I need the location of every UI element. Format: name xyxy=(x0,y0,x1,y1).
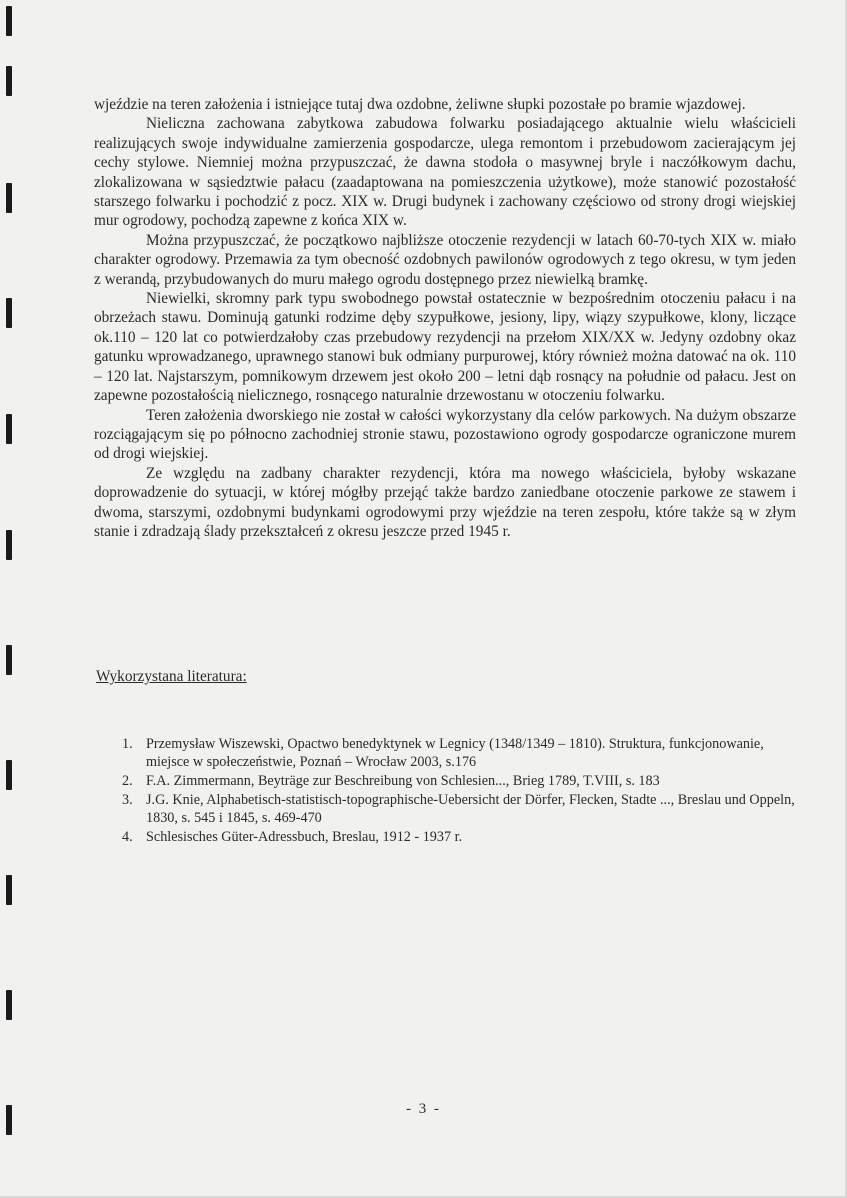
paragraph: Ze względu na zadbany charakter rezydencji, która ma nowego właściciela, byłoby wskazane doprowadzenie do sytuacji, w której mógłby przejąć także bardzo zaniedbane otoczenie parkowe ze stawem i dwoma, starszymi, ozdobnymi budynkami ogrodowymi przy wjeździe na teren zespołu, które także są w złym stanie i zdradzają ślady przekształceń z okresu jeszcze przed 1945 r. xyxy=(94,464,796,540)
paragraph: Teren założenia dworskiego nie został w całości wykorzystany dla celów parkowych. Na dużym obszarze rozciągającym się po północno zachodniej stronie stawu, pozostawiono ogrody gospodarcze ograniczone murem od drogi wiejskiej. xyxy=(94,406,796,463)
binding-mark xyxy=(6,6,12,36)
binding-mark xyxy=(6,760,12,790)
bibliography-heading: Wykorzystana literatura: xyxy=(96,668,247,685)
page-number: - 3 - xyxy=(406,1101,441,1117)
bibliography-list xyxy=(96,735,798,847)
bibliography-item-text: J.G. Knie, Alphabetisch-statistisch-topographische-Uebersicht der Dörfer, Flecken, Stadte ..., Breslau und Oppeln, 1830, s. 545 i 1845, s. 469-470 xyxy=(146,792,795,826)
bibliography-item-text: F.A. Zimmermann, Beyträge zur Beschreibung von Schlesien..., Brieg 1789, T.VIII, s. 183 xyxy=(146,773,660,789)
binding-mark xyxy=(6,183,12,213)
binding-mark xyxy=(6,875,12,905)
bibliography-item xyxy=(96,791,798,827)
bibliography-item-number: 4. xyxy=(122,829,133,845)
binding-mark xyxy=(6,990,12,1020)
paragraph: Nieliczna zachowana zabytkowa zabudowa folwarku posiadającego aktualnie wielu właścicieli realizujących swoje indywidualne zamierzenia gospodarcze, ulega remontom i przebudowom zacierającym jej cechy stylowe. Niemniej można przypuszczać, że dawna stodoła o masywnej bryle i naczółkowym dachu, zlokalizowana w sąsiedztwie pałacu (zaadaptowana na pomieszczenia użytkowe), może stanowić pozostałość starszego folwarku i pochodzić z pocz. XIX w. Drugi budynek i zachowany częściowo od strony drogi wiejskiej mur ogrodowy, pochodzą zapewne z końca XIX w. xyxy=(94,115,796,230)
bibliography-item xyxy=(96,735,798,771)
bibliography-item-text: Schlesisches Güter-Adressbuch, Breslau, 1912 - 1937 r. xyxy=(146,829,463,845)
binding-mark xyxy=(6,414,12,444)
bibliography-item-number: 1. xyxy=(122,736,133,752)
paragraph: wjeździe na teren założenia i istniejące tutaj dwa ozdobne, żeliwne słupki pozostałe po bramie wjazdowej. xyxy=(94,96,746,113)
paragraph: Niewielki, skromny park typu swobodnego powstał ostatecznie w bezpośrednim otoczeniu pałacu i na obrzeżach stawu. Dominują gatunki rodzime dęby szypułkowe, jesiony, lipy, wiązy szypułkowe, klony, liczące ok.110 – 120 lat co potwierdzałoby czas przebudowy rezydencji na przełom XIX/XX w. Jedyny ozdobny okaz gatunku wprowadzanego, uprawnego stanowi buk odmiany purpurowej, który również można datować na ok. 110 – 120 lat. Najstarszym, pomnikowym drzewem jest około 200 – letni dąb rosnący na południe od pałacu. Jest on zapewne pozostałością nielicznego, rosnącego naturalnie drzewostanu w otoczeniu folwarku. xyxy=(94,290,796,405)
bibliography-item xyxy=(96,828,798,846)
binding-mark xyxy=(6,298,12,328)
binding-mark xyxy=(6,66,12,96)
bibliography-item-text: Przemysław Wiszewski, Opactwo benedyktynek w Legnicy (1348/1349 – 1810). Struktura, funkcjonowanie, miejsce w społeczeństwie, Poznań – Wrocław 2003, s.176 xyxy=(146,736,764,770)
bibliography-item-number: 3. xyxy=(122,792,133,808)
bibliography-item-number: 2. xyxy=(122,773,133,789)
paragraph: Można przypuszczać, że początkowo najbliższe otoczenie rezydencji w latach 60-70-tych XIX w. miało charakter ogrodowy. Przemawia za tym obecność ozdobnych pawilonów ogrodowych z tego okresu, w tym jeden z werandą, przybudowanych do muru małego ogrodu dostępnego przez niewielką bramkę. xyxy=(94,231,796,288)
binding-mark xyxy=(6,530,12,560)
binding-mark xyxy=(6,645,12,675)
bibliography-item xyxy=(96,772,798,790)
body-text xyxy=(94,95,796,541)
